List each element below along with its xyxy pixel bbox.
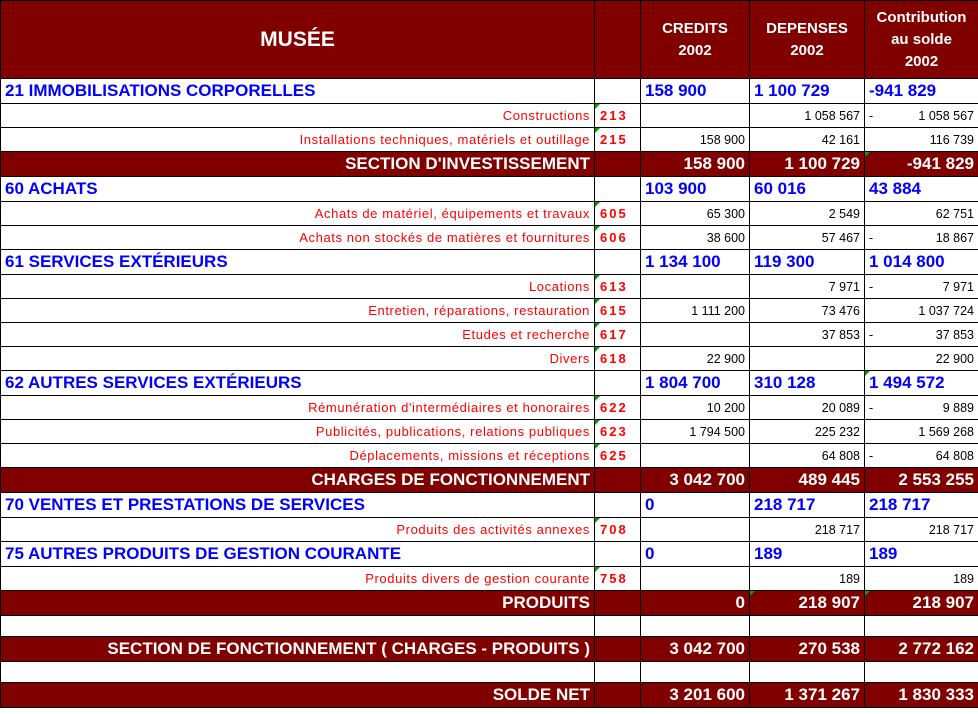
contrib-value: - 64 808 — [865, 444, 978, 468]
account-code: 758 — [595, 567, 641, 591]
contrib-value: 218 717 — [865, 518, 978, 542]
credits-value: 158 900 — [641, 128, 750, 152]
item-row-615 — [1, 299, 978, 323]
account-code: 615 — [595, 299, 641, 323]
account-code: 623 — [595, 420, 641, 444]
depenses-value: 20 089 — [750, 396, 865, 420]
negative-sign: - — [869, 230, 874, 245]
credits-value — [641, 323, 750, 347]
depenses-value — [750, 347, 865, 371]
depenses-value: 189 — [750, 542, 865, 567]
item-row-606 — [1, 226, 978, 250]
credits-value: 3 201 600 — [641, 683, 750, 708]
item-row-613 — [1, 275, 978, 299]
summary-label: CHARGES DE FONCTIONNEMENT — [1, 468, 595, 493]
credits-value — [641, 275, 750, 299]
depenses-value: 489 445 — [750, 468, 865, 493]
item-label: Divers — [1, 347, 595, 371]
credits-value: 1 804 700 — [641, 371, 750, 396]
contrib-value: - 9 889 — [865, 396, 978, 420]
account-code: 622 — [595, 396, 641, 420]
negative-sign: - — [869, 448, 874, 463]
item-row-708 — [1, 518, 978, 542]
account-code: 708 — [595, 518, 641, 542]
credits-value: 38 600 — [641, 226, 750, 250]
item-label: Locations — [1, 275, 595, 299]
item-label: Entretien, réparations, restauration — [1, 299, 595, 323]
contrib-value: 62 751 — [865, 202, 978, 226]
credits-value — [641, 518, 750, 542]
account-code: 215 — [595, 128, 641, 152]
item-row-758 — [1, 567, 978, 591]
group-label: 60 ACHATS — [1, 177, 595, 202]
group-label: 75 AUTRES PRODUITS DE GESTION COURANTE — [1, 542, 595, 567]
item-label: Achats de matériel, équipements et travaux — [1, 202, 595, 226]
header-depenses: DEPENSES 2002 — [750, 1, 865, 79]
account-code: 625 — [595, 444, 641, 468]
negative-sign: - — [869, 279, 874, 294]
credits-value: 0 — [641, 542, 750, 567]
group-label: 70 VENTES ET PRESTATIONS DE SERVICES — [1, 493, 595, 518]
depenses-value: 189 — [750, 567, 865, 591]
depenses-value: 37 853 — [750, 323, 865, 347]
contrib-value: 189 — [865, 542, 978, 567]
depenses-value: 225 232 — [750, 420, 865, 444]
account-code: 605 — [595, 202, 641, 226]
contrib-value: -941 829 — [865, 79, 978, 104]
contrib-value: 116 739 — [865, 128, 978, 152]
depenses-value: 57 467 — [750, 226, 865, 250]
header-row — [1, 1, 978, 79]
depenses-value: 1 371 267 — [750, 683, 865, 708]
depenses-value: 64 808 — [750, 444, 865, 468]
account-code: 213 — [595, 104, 641, 128]
table-title: MUSÉE — [1, 1, 595, 79]
contrib-value: - 37 853 — [865, 323, 978, 347]
item-row-622 — [1, 396, 978, 420]
contrib-value: -941 829 — [865, 152, 978, 177]
item-row-605 — [1, 202, 978, 226]
contrib-value: 189 — [865, 567, 978, 591]
contrib-value: - 7 971 — [865, 275, 978, 299]
depenses-value: 73 476 — [750, 299, 865, 323]
item-label: Etudes et recherche — [1, 323, 595, 347]
contrib-value: 1 037 724 — [865, 299, 978, 323]
credits-value: 1 111 200 — [641, 299, 750, 323]
contrib-value: 2 553 255 — [865, 468, 978, 493]
group-row-70 — [1, 493, 978, 518]
contrib-value: 22 900 — [865, 347, 978, 371]
group-row-75 — [1, 542, 978, 567]
item-row-617 — [1, 323, 978, 347]
item-row-215 — [1, 128, 978, 152]
credits-value: 1 794 500 — [641, 420, 750, 444]
depenses-value: 1 100 729 — [750, 152, 865, 177]
summary-row-investissement — [1, 152, 978, 177]
group-row-60 — [1, 177, 978, 202]
depenses-value: 2 549 — [750, 202, 865, 226]
depenses-value: 42 161 — [750, 128, 865, 152]
credits-value: 158 900 — [641, 152, 750, 177]
group-label: 62 AUTRES SERVICES EXTÉRIEURS — [1, 371, 595, 396]
spacer-row — [1, 662, 978, 683]
header-credits: CREDITS 2002 — [641, 1, 750, 79]
group-label: 21 IMMOBILISATIONS CORPORELLES — [1, 79, 595, 104]
summary-label: SECTION DE FONCTIONNEMENT ( CHARGES - PRODUITS ) — [1, 637, 595, 662]
contrib-value: 1 494 572 — [865, 371, 978, 396]
header-code-cell — [595, 1, 641, 79]
item-label: Produits des activités annexes — [1, 518, 595, 542]
item-row-623 — [1, 420, 978, 444]
depenses-value: 7 971 — [750, 275, 865, 299]
credits-value: 22 900 — [641, 347, 750, 371]
depenses-value: 1 058 567 — [750, 104, 865, 128]
negative-sign: - — [869, 400, 874, 415]
contrib-value: - 18 867 — [865, 226, 978, 250]
item-row-213 — [1, 104, 978, 128]
group-label: 61 SERVICES EXTÉRIEURS — [1, 250, 595, 275]
depenses-value: 60 016 — [750, 177, 865, 202]
depenses-value: 218 907 — [750, 591, 865, 616]
item-label: Constructions — [1, 104, 595, 128]
summary-row-charges — [1, 468, 978, 493]
summary-row-fonctionnement — [1, 637, 978, 662]
credits-value: 0 — [641, 591, 750, 616]
credits-value — [641, 444, 750, 468]
contrib-value: - 1 058 567 — [865, 104, 978, 128]
spacer-row — [1, 616, 978, 637]
item-label: Déplacements, missions et réceptions — [1, 444, 595, 468]
credits-value: 10 200 — [641, 396, 750, 420]
contrib-value: 1 014 800 — [865, 250, 978, 275]
credits-value: 3 042 700 — [641, 637, 750, 662]
credits-value: 158 900 — [641, 79, 750, 104]
item-label: Produits divers de gestion courante — [1, 567, 595, 591]
credits-value: 3 042 700 — [641, 468, 750, 493]
credits-value: 0 — [641, 493, 750, 518]
credits-value: 65 300 — [641, 202, 750, 226]
account-code: 617 — [595, 323, 641, 347]
depenses-value: 218 717 — [750, 518, 865, 542]
account-code: 606 — [595, 226, 641, 250]
contrib-value: 2 772 162 — [865, 637, 978, 662]
item-row-625 — [1, 444, 978, 468]
contrib-value: 1 569 268 — [865, 420, 978, 444]
depenses-value: 218 717 — [750, 493, 865, 518]
summary-row-solde-net — [1, 683, 978, 708]
item-label: Rémunération d'intermédiaires et honoraires — [1, 396, 595, 420]
header-contribution: Contribution au solde 2002 — [865, 1, 978, 79]
summary-label: SOLDE NET — [1, 683, 595, 708]
group-row-61 — [1, 250, 978, 275]
depenses-value: 119 300 — [750, 250, 865, 275]
item-label: Achats non stockés de matières et fournitures — [1, 226, 595, 250]
negative-sign: - — [869, 108, 874, 123]
negative-sign: - — [869, 327, 874, 342]
depenses-value: 310 128 — [750, 371, 865, 396]
depenses-value: 1 100 729 — [750, 79, 865, 104]
summary-label: PRODUITS — [1, 591, 595, 616]
depenses-value: 270 538 — [750, 637, 865, 662]
credits-value: 1 134 100 — [641, 250, 750, 275]
item-label: Publicités, publications, relations publiques — [1, 420, 595, 444]
item-label: Installations techniques, matériels et outillage — [1, 128, 595, 152]
contrib-value: 218 717 — [865, 493, 978, 518]
contrib-value: 218 907 — [865, 591, 978, 616]
summary-label: SECTION D'INVESTISSEMENT — [1, 152, 595, 177]
group-row-62 — [1, 371, 978, 396]
group-row-21 — [1, 79, 978, 104]
credits-value — [641, 567, 750, 591]
contrib-value: 1 830 333 — [865, 683, 978, 708]
credits-value: 103 900 — [641, 177, 750, 202]
contrib-value: 43 884 — [865, 177, 978, 202]
account-code: 613 — [595, 275, 641, 299]
account-code: 618 — [595, 347, 641, 371]
credits-value — [641, 104, 750, 128]
item-row-618 — [1, 347, 978, 371]
summary-row-produits — [1, 591, 978, 616]
